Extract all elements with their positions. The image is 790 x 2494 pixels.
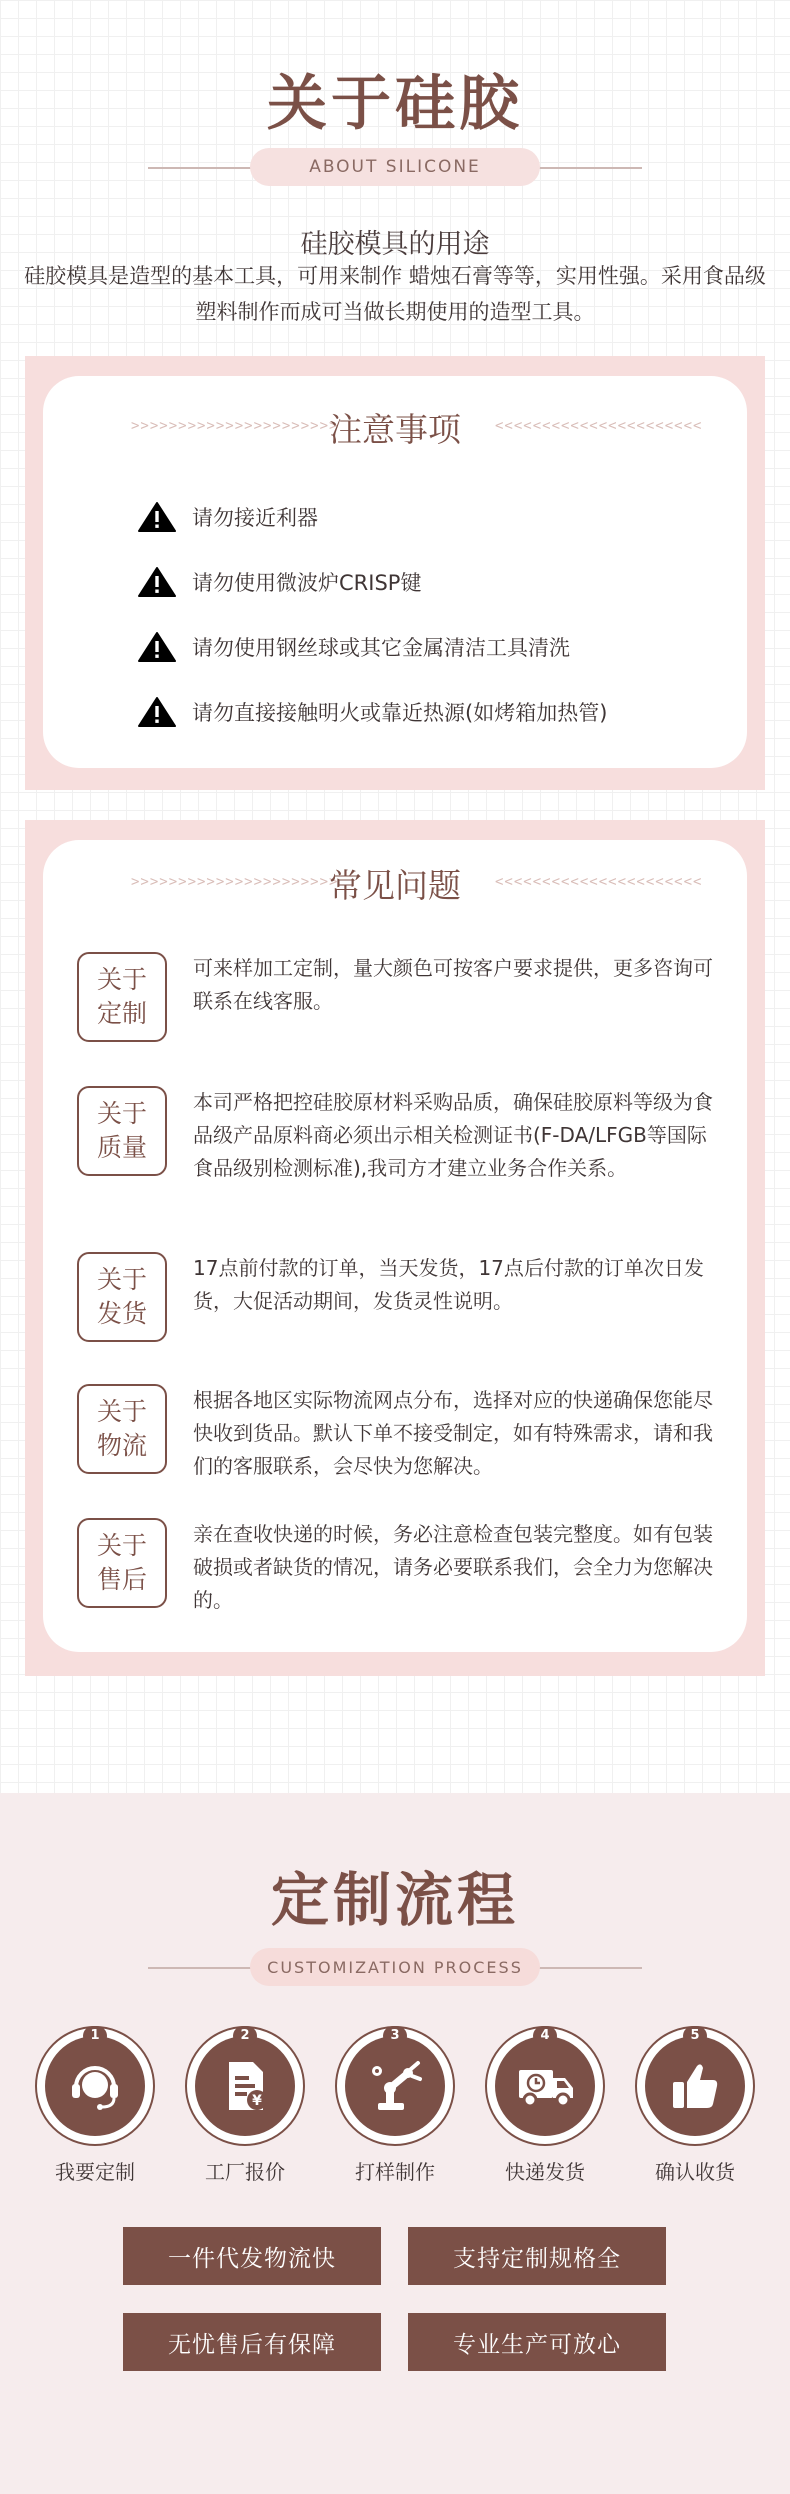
feature-badge: 一件代发物流快: [123, 2227, 381, 2285]
decorative-arrows-right: <<<<<<<<<<<<<<<<<<<<<<: [495, 418, 703, 434]
step-number: 3: [383, 2026, 407, 2046]
step-label: 打样制作: [355, 2160, 435, 2184]
divider-line: [148, 167, 258, 169]
about-subtitle: ABOUT SILICONE: [250, 148, 540, 186]
warning-icon: [138, 631, 176, 663]
faq-badge: 关于 物流: [77, 1384, 167, 1474]
step-circle: [35, 2026, 155, 2146]
notes-title: 注意事项: [329, 410, 461, 449]
note-item: [138, 549, 607, 614]
note-text: 请勿使用微波炉CRISP键: [192, 570, 422, 595]
feature-badge: 无忧售后有保障: [123, 2313, 381, 2371]
faq-text: 亲在查收快递的时候，务必注意检查包装完整度。如有包装破损或者缺货的情况，请务必要联系我们，会全力为您解决的。: [193, 1522, 713, 1612]
faq-text: 17点前付款的订单，当天发货，17点后付款的订单次日发货，大促活动期间，发货灵性说明。: [193, 1256, 704, 1313]
step-number: 5: [683, 2026, 707, 2046]
process-title: 定制流程: [270, 1866, 519, 1934]
warning-icon: [138, 566, 176, 598]
step-circle: [335, 2026, 455, 2146]
step-circle: [185, 2026, 305, 2146]
note-item: [138, 614, 607, 679]
step-circle: [485, 2026, 605, 2146]
headset-icon: [64, 2055, 126, 2117]
step-label: 确认收货: [655, 2160, 735, 2184]
step-circle: [635, 2026, 755, 2146]
decorative-arrows-left: >>>>>>>>>>>>>>>>>>>>>>: [131, 874, 339, 890]
notes-title-row: [43, 404, 747, 448]
note-text: 请勿使用钢丝球或其它金属清洁工具清洗: [192, 635, 570, 660]
about-title: 关于硅胶: [267, 69, 523, 139]
faq-badge: 关于 发货: [77, 1252, 167, 1342]
step-label: 我要定制: [55, 2160, 135, 2184]
notes-panel: [25, 356, 765, 790]
step-label: 工厂报价: [205, 2160, 285, 2184]
faq-badge: 关于 定制: [77, 952, 167, 1042]
delivery-truck-icon: [513, 2056, 577, 2116]
faq-panel: [25, 820, 765, 1676]
thumbs-up-icon: [665, 2056, 725, 2116]
faq-title-row: [43, 860, 747, 904]
faq-text: 可来样加工定制，量大颜色可按客户要求提供，更多咨询可联系在线客服。: [193, 956, 713, 1013]
faq-badge: 关于 售后: [77, 1518, 167, 1608]
svg-text:¥: ¥: [252, 2093, 262, 2109]
divider-line: [532, 1967, 642, 1969]
faq-card: [43, 840, 747, 1652]
divider-line: [532, 167, 642, 169]
decorative-arrows-right: <<<<<<<<<<<<<<<<<<<<<<: [495, 874, 703, 890]
step-label: 快递发货: [505, 2160, 585, 2184]
faq-badge: 关于 质量: [77, 1086, 167, 1176]
robot-arm-icon: [364, 2055, 426, 2117]
usage-title: 硅胶模具的用途: [300, 229, 490, 260]
notes-card: [43, 376, 747, 768]
usage-text: 硅胶模具是造型的基本工具，可用来制作 蜡烛石膏等等，实用性强。采用食品级塑料制作而成可当做长期使用的造型工具。: [24, 264, 766, 324]
step-number: 4: [533, 2026, 557, 2046]
faq-title: 常见问题: [329, 866, 461, 905]
note-text: 请勿直接接触明火或靠近热源(如烤箱加热管): [192, 700, 608, 725]
notes-list: [138, 484, 607, 744]
note-text: 请勿接近利器: [192, 505, 318, 530]
feature-badge: 专业生产可放心: [408, 2313, 666, 2371]
about-silicone-section: [0, 0, 790, 360]
divider-line: [148, 1967, 258, 1969]
step-number: 2: [233, 2026, 257, 2046]
customization-process-section: [0, 1793, 790, 2494]
process-subtitle: CUSTOMIZATION PROCESS: [250, 1948, 540, 1986]
note-item: [138, 679, 607, 744]
warning-icon: [138, 501, 176, 533]
faq-text: 本司严格把控硅胶原材料采购品质，确保硅胶原料等级为食品级产品原料商必须出示相关检测证书(F-DA/LFGB等国际食品级别检测标准),我司方才建立业务合作关系。: [193, 1090, 713, 1180]
warning-icon: [138, 696, 176, 728]
quote-document-icon: [215, 2056, 275, 2116]
faq-text: 根据各地区实际物流网点分布，选择对应的快递确保您能尽快收到货品。默认下单不接受制定，如有特殊需求，请和我们的客服联系，会尽快为您解决。: [193, 1388, 713, 1478]
feature-badge: 支持定制规格全: [408, 2227, 666, 2285]
decorative-arrows-left: >>>>>>>>>>>>>>>>>>>>>>: [131, 418, 339, 434]
note-item: [138, 484, 607, 549]
step-number: 1: [83, 2026, 107, 2046]
